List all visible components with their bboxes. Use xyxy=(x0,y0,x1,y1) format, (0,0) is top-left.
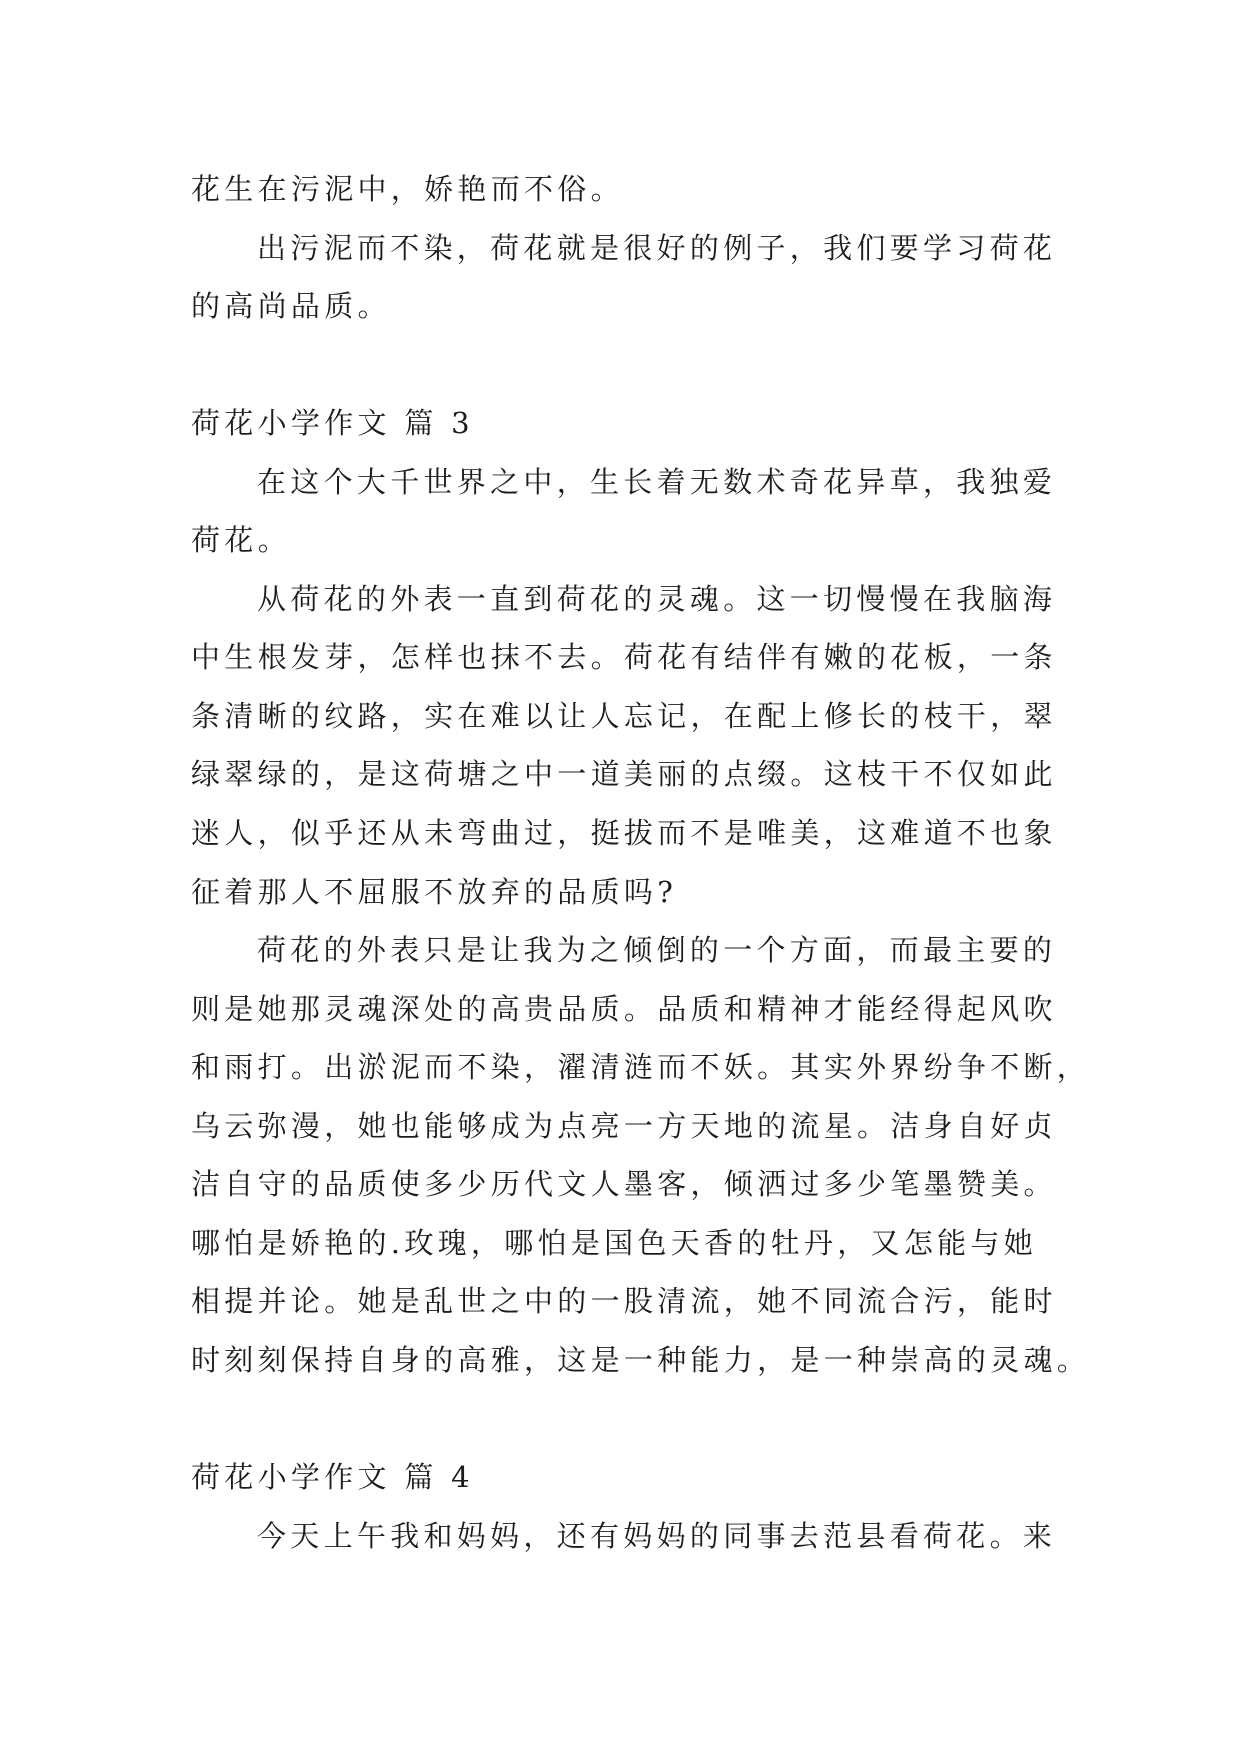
section-heading: 荷花小学作文 篇 3 xyxy=(191,406,474,441)
paragraph-line: 条清晰的纹路，实在难以让人忘记，在配上修长的枝干，翠 xyxy=(191,698,1057,733)
paragraph-line: 在这个大千世界之中，生长着无数术奇花异草，我独爱 xyxy=(257,464,1057,499)
paragraph-line: 荷花。 xyxy=(191,523,291,558)
paragraph-line: 荷花的外表只是让我为之倾倒的一个方面，而最主要的 xyxy=(257,933,1057,968)
document-body xyxy=(191,160,1091,1565)
paragraph-line: 哪怕是娇艳的.玫瑰，哪怕是国色天香的牡丹，又怎能与她 xyxy=(191,1225,1038,1260)
paragraph-line: 今天上午我和妈妈，还有妈妈的同事去范县看荷花。来 xyxy=(257,1518,1057,1553)
paragraph-line: 出污泥而不染，荷花就是很好的例子，我们要学习荷花 xyxy=(257,230,1057,265)
paragraph-line: 则是她那灵魂深处的高贵品质。品质和精神才能经得起风吹 xyxy=(191,991,1057,1026)
paragraph-line: 迷人，似乎还从未弯曲过，挺拔而不是唯美，这难道不也象 xyxy=(191,816,1057,851)
paragraph-line: 征着那人不屈服不放弃的品质吗? xyxy=(191,874,678,909)
paragraph-line: 相提并论。她是乱世之中的一股清流，她不同流合污，能时 xyxy=(191,1284,1057,1319)
paragraph-line: 绿翠绿的，是这荷塘之中一道美丽的点缀。这枝干不仅如此 xyxy=(191,757,1057,792)
paragraph-line: 的高尚品质。 xyxy=(191,289,391,324)
paragraph-line: 从荷花的外表一直到荷花的灵魂。这一切慢慢在我脑海 xyxy=(257,581,1057,616)
paragraph-line: 乌云弥漫，她也能够成为点亮一方天地的流星。洁身自好贞 xyxy=(191,1108,1057,1143)
section-heading: 荷花小学作文 篇 4 xyxy=(191,1460,474,1495)
paragraph-line: 时刻刻保持自身的高雅，这是一种能力，是一种崇高的灵魂。 xyxy=(191,1342,1091,1377)
paragraph-line: 洁自守的品质使多少历代文人墨客，倾洒过多少笔墨赞美。 xyxy=(191,1167,1057,1202)
paragraph-line: 中生根发芽，怎样也抹不去。荷花有结伴有嫩的花板，一条 xyxy=(191,640,1057,675)
blank-line xyxy=(191,1389,1091,1448)
blank-line xyxy=(191,336,1091,395)
paragraph-line: 花生在污泥中，娇艳而不俗。 xyxy=(191,172,624,206)
paragraph-line: 和雨打。出淤泥而不染，濯清涟而不妖。其实外界纷争不断， xyxy=(191,1050,1091,1085)
